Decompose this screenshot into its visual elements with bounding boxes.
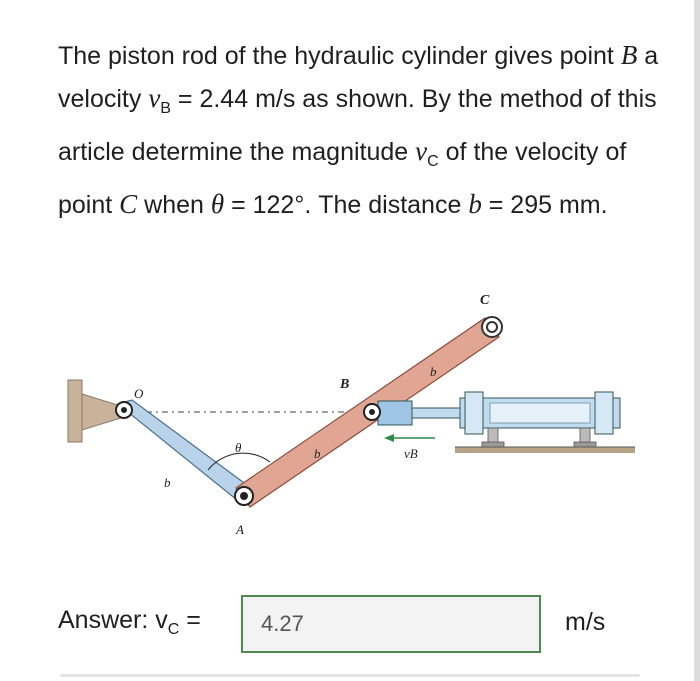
right-edge bbox=[694, 0, 700, 681]
bottom-divider bbox=[60, 674, 640, 677]
label-b-bc: b bbox=[430, 364, 437, 379]
pin-b bbox=[364, 404, 380, 420]
pin-o bbox=[116, 402, 132, 418]
answer-units: m/s bbox=[565, 608, 606, 636]
label-b-ab: b bbox=[314, 446, 321, 461]
label-c: C bbox=[480, 293, 490, 308]
label-vb: vB bbox=[404, 446, 418, 461]
label-b-point: B bbox=[340, 377, 350, 392]
pin-c bbox=[482, 317, 502, 337]
ground-support bbox=[455, 447, 635, 453]
mechanism-diagram bbox=[60, 282, 650, 552]
pin-a bbox=[235, 487, 253, 505]
link-oa bbox=[118, 400, 251, 500]
answer-input[interactable] bbox=[241, 595, 541, 653]
label-o: O bbox=[134, 386, 144, 401]
label-theta: θ bbox=[235, 440, 242, 455]
label-a: A bbox=[236, 522, 244, 537]
problem-statement: The piston rod of the hydraulic cylinder gives point B a velocity $v_B = 2.44$ m/s as shown. By the method of this article determine the magnitude $v_C$ of the velocity of point C when θ = 122°. The distance b = 295 mm. bbox=[58, 40, 659, 219]
answer-label: Answer: $v_C$ = bbox=[58, 606, 201, 638]
label-b-oa: b bbox=[164, 475, 171, 490]
vb-arrow bbox=[384, 434, 435, 442]
